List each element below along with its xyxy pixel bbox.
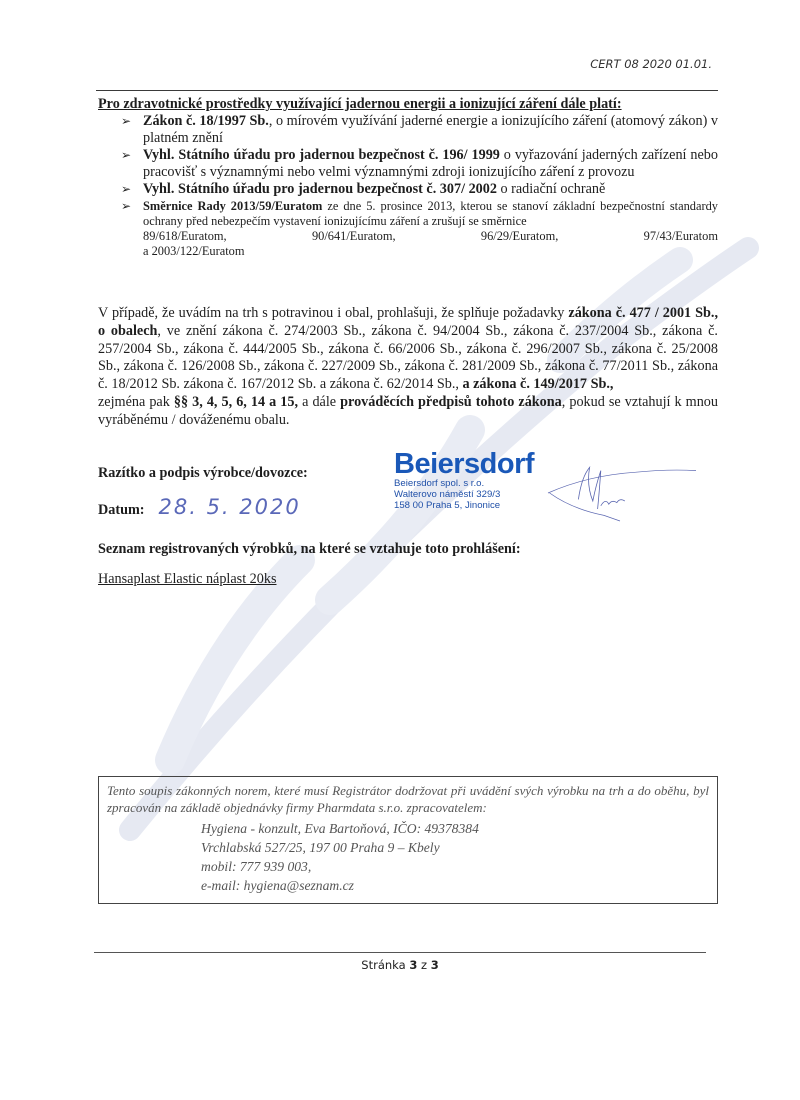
nuclear-section-heading: Pro zdravotnické prostředky využívající jadernou energii a ionizující záření dále platí: xyxy=(98,96,622,112)
text-run: , pokud se vztahují k mnou vyráběnému / dováženému obalu. xyxy=(98,393,718,428)
processor-info-box xyxy=(98,776,718,904)
page-number xyxy=(94,957,706,1013)
text-run: a dále xyxy=(298,393,341,410)
list-item xyxy=(118,113,718,147)
directive-tail: a 2003/122/Euratom xyxy=(143,244,245,258)
list-item xyxy=(118,181,718,198)
header-divider xyxy=(96,90,718,91)
processor-name: Hygiena - konzult, Eva Bartoňová, IČO: 49378384 xyxy=(201,820,479,836)
regulation-title: Zákon č. 18/1997 Sb. xyxy=(143,113,269,129)
page-footer xyxy=(94,952,706,1013)
arrow-bullet-icon: ➢ xyxy=(121,182,132,196)
page-total: 3 xyxy=(430,957,439,972)
stamp-city: 158 00 Praha 5, Jinonice xyxy=(394,499,501,511)
registered-product-item: Hansaplast Elastic náplast 20ks xyxy=(98,570,277,587)
date-label: Datum: xyxy=(98,501,145,518)
packaging-paragraph xyxy=(98,305,718,430)
signature-labels xyxy=(98,450,388,520)
law-reference: a zákona č. 149/2017 Sb., xyxy=(462,376,614,393)
beiersdorf-logo: Beiersdorf xyxy=(394,447,535,480)
footer-divider xyxy=(94,952,706,953)
text-run: zejména pak xyxy=(98,393,174,410)
directive-list xyxy=(143,229,718,244)
regulation-title: Vyhl. Státního úřadu pro jadernou bezpečnost č. 307/ 2002 xyxy=(143,181,497,197)
page-prefix: Stránka xyxy=(361,957,410,972)
directive: 96/29/Euratom, xyxy=(480,229,559,243)
list-item xyxy=(118,147,718,181)
nuclear-regulations-list xyxy=(118,113,718,259)
list-item xyxy=(118,199,718,259)
page-current: 3 xyxy=(409,957,418,972)
regulation-text: o radiační ochraně xyxy=(496,181,606,197)
text-run: , ve znění zákona č. 274/2003 Sb., zákona č. 94/2004 Sb., zákona č. 237/2004 Sb., zákona č. 257/2004 Sb., zákona č. 444/2005 Sb., zákona č. 66/2006 Sb., zákona č. 296/2007 Sb., zákona č. 25/2008 Sb., zákona č. 126/2008 Sb., zákona č. 227/2009 Sb., zákona č. 281/2009 Sb., zákona č. 77/2011 Sb., zákona č. 18/2012 Sb. zákona č. 167/2012 Sb. a zákona č. 62/2014 Sb., xyxy=(98,322,718,393)
signature-row xyxy=(98,447,718,530)
handwritten-signature xyxy=(540,456,700,530)
law-reference: prováděcích předpisů tohoto zákona xyxy=(340,393,562,410)
regulation-title: Vyhl. Státního úřadu pro jadernou bezpečnost č. 196/ 1999 xyxy=(143,147,500,163)
stamp-signature-label: Razítko a podpis výrobce/dovozce: xyxy=(98,464,308,481)
page-separator: z xyxy=(417,957,431,972)
certificate-code: CERT 08 2020 01.01. xyxy=(590,57,712,71)
processor-contact xyxy=(201,819,709,895)
processor-email: e-mail: hygiena@seznam.cz xyxy=(201,877,354,893)
stamp-street: Walterovo náměstí 329/3 xyxy=(394,488,501,500)
law-reference: zákona č. 477 / 2001 Sb., o obalech xyxy=(98,305,718,339)
directive: 97/43/Euratom xyxy=(643,229,718,243)
arrow-bullet-icon: ➢ xyxy=(121,148,132,162)
directive: 90/641/Euratom, xyxy=(311,229,396,243)
text-run: V případě, že uvádím na trh s potravinou i obal, prohlašuji, že splňuje požadavky xyxy=(98,305,569,321)
registered-products-label: Seznam registrovaných výrobků, na které se vztahuje toto prohlášení: xyxy=(98,540,521,557)
arrow-bullet-icon: ➢ xyxy=(121,114,132,128)
law-sections: §§ 3, 4, 5, 6, 14 a 15, xyxy=(173,393,299,410)
processor-address: Vrchlabská 527/25, 197 00 Praha 9 – Kbely xyxy=(201,839,440,855)
regulation-text: o vyřazování jaderných zařízení nebo pracovišť s významnými nebo velmi významnými zdroji ionizujícího záření z provozu xyxy=(143,147,718,180)
regulation-text: ze dne 5. prosince 2013, kterou se stanoví základní bezpečnostní standardy ochrany před nebezpečím vystavení ionizujícímu záření a zrušují se směrnice xyxy=(143,199,719,228)
directive: 89/618/Euratom, xyxy=(143,229,227,243)
stamp-company-name: Beiersdorf spol. s r.o. xyxy=(394,477,485,489)
regulation-title: Směrnice Rady 2013/59/Euratom xyxy=(143,199,323,213)
arrow-bullet-icon: ➢ xyxy=(121,199,132,213)
date-line xyxy=(98,494,388,520)
regulation-text: , o mírovém využívání jaderné energie a ionizujícího záření (atomový zákon) v platném znění xyxy=(143,113,718,146)
processor-intro: Tento soupis zákonných norem, které musí Registrátor dodržovat při uvádění svých výrobku na trh a do oběhu, byl zpracován na základě objednávky firmy Pharmdata s.r.o. zpracovatelem: xyxy=(107,782,709,816)
handwritten-date: 28. 5. 2020 xyxy=(158,494,301,519)
processor-phone: mobil: 777 939 003, xyxy=(201,858,312,874)
company-stamp xyxy=(394,447,535,511)
